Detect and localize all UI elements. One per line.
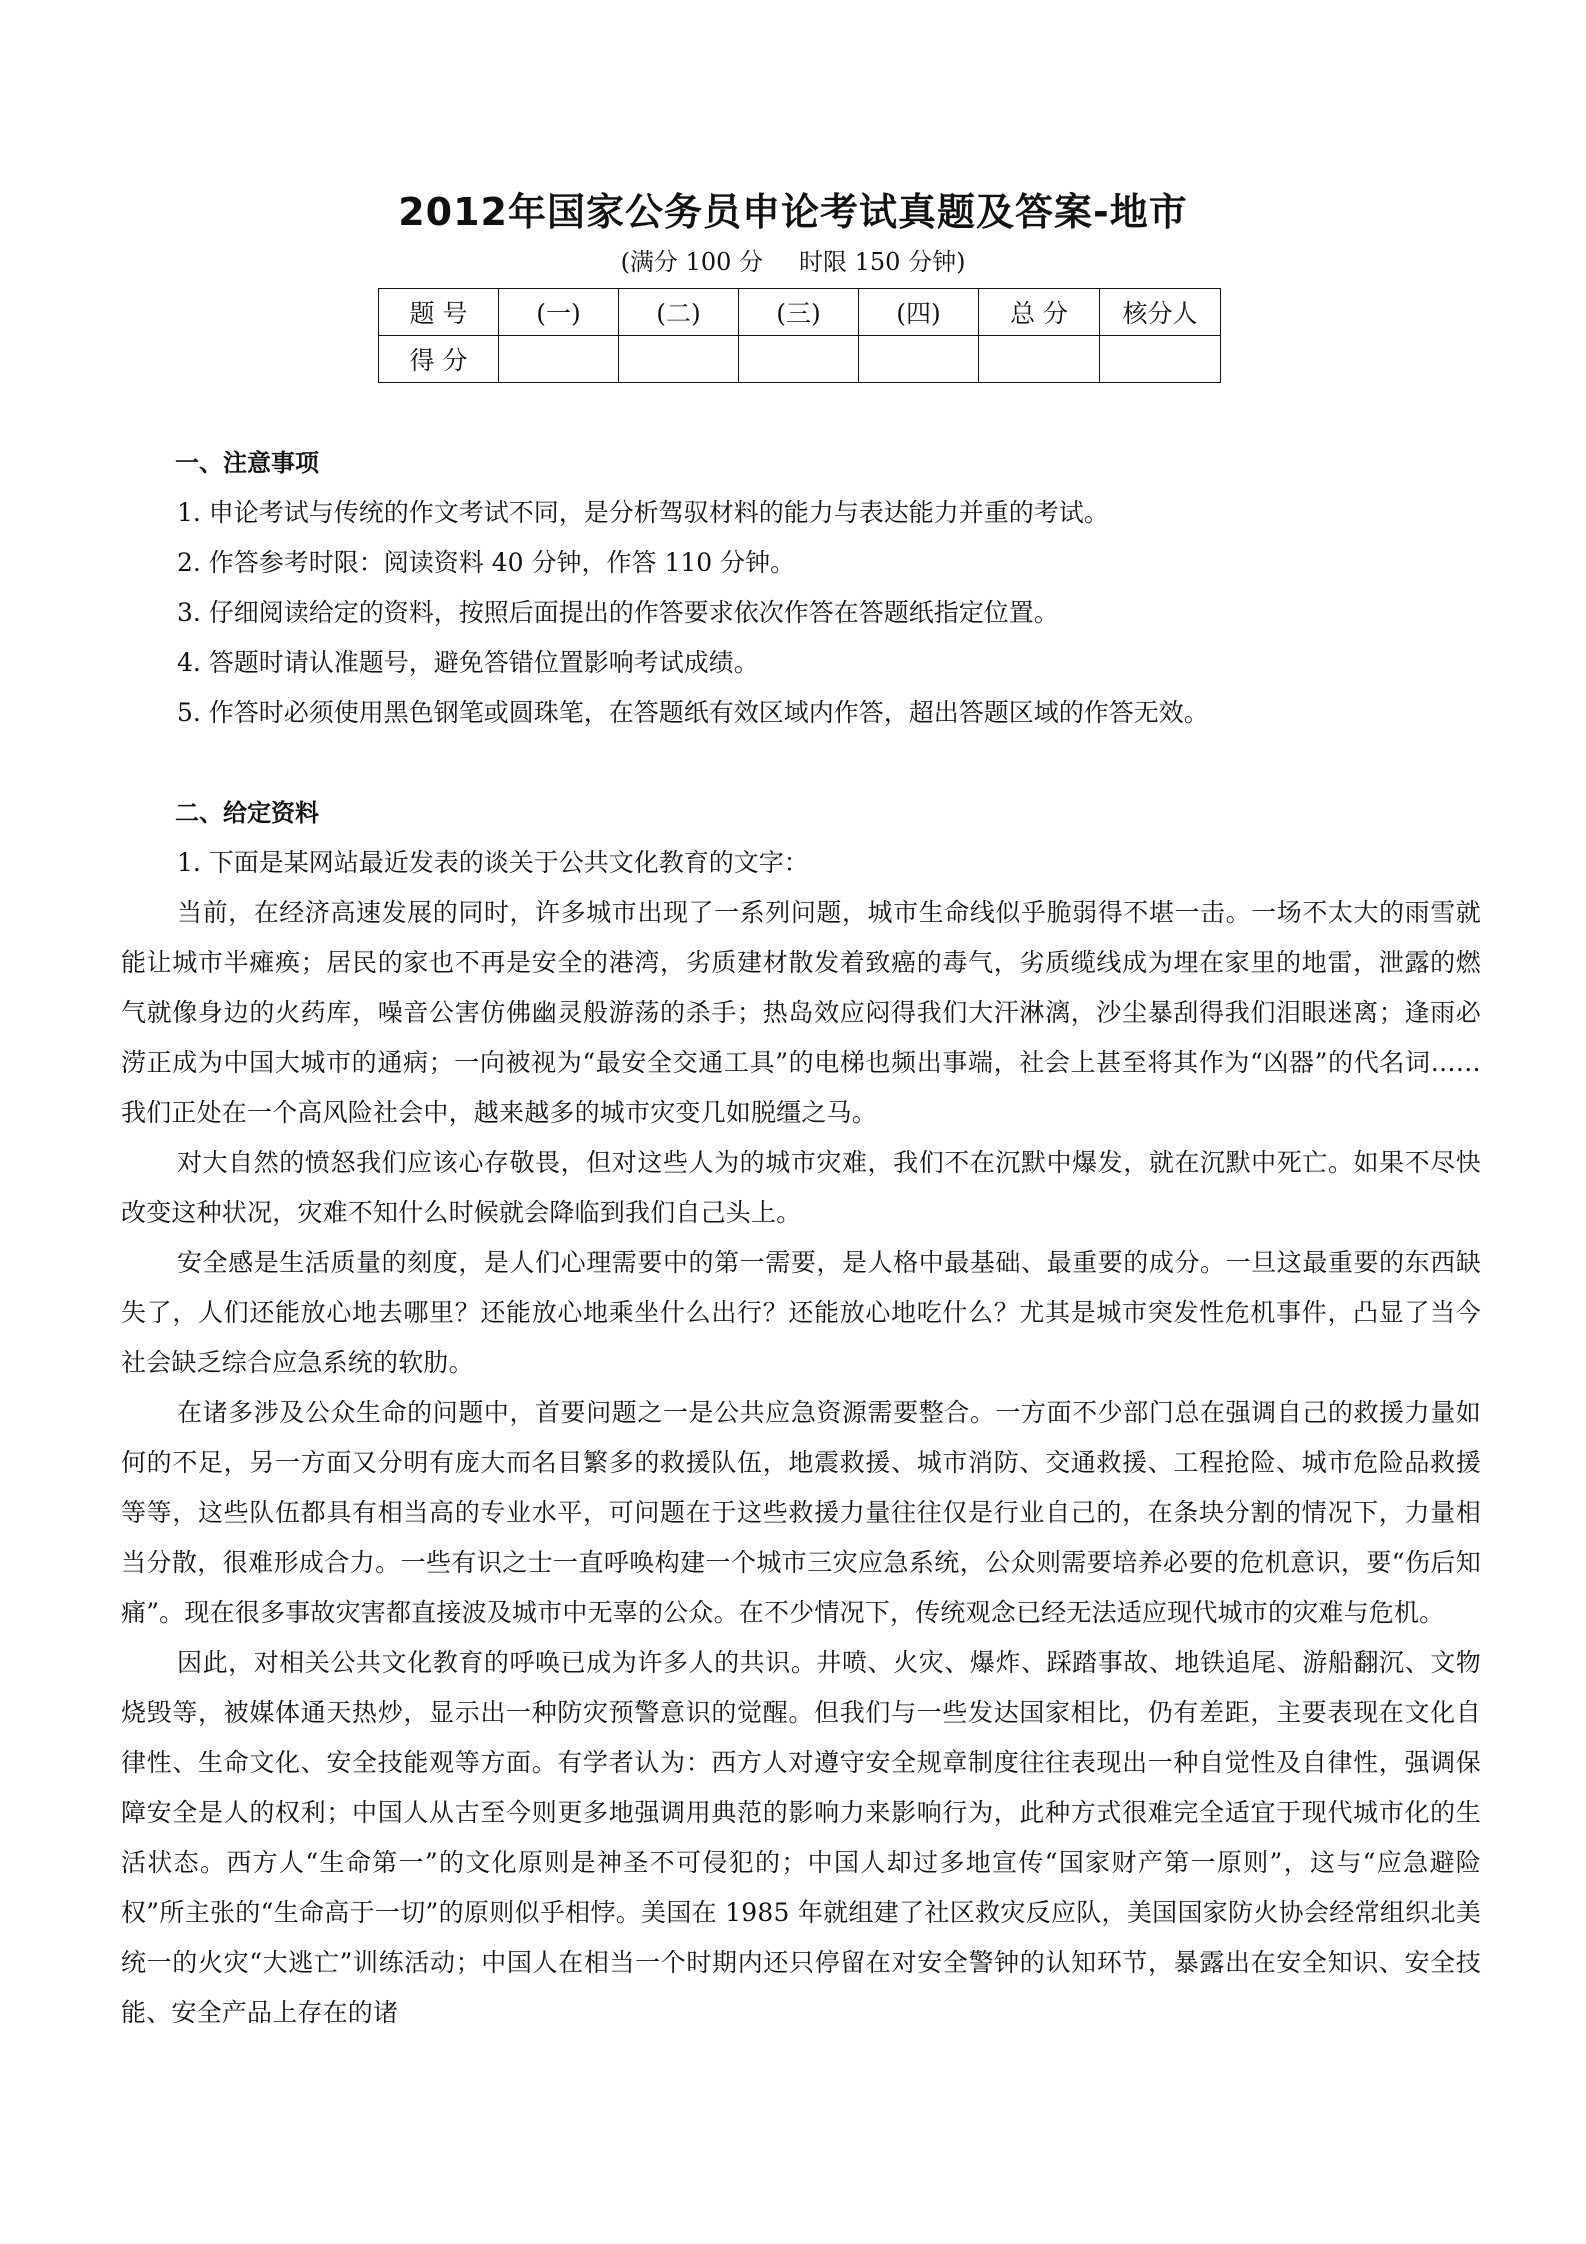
notice-item: 4. 答题时请认准题号，避免答错位置影响考试成绩。 [177,648,759,677]
notice-item: 2. 作答参考时限：阅读资料 40 分钟，作答 110 分钟。 [177,548,796,577]
material-paragraph: 对大自然的愤怒我们应该心存敬畏，但对这些人为的城市灾难，我们不在沉默中爆发，就在沉默中死亡。如果不尽快改变这种状况，灾难不知什么时候就会降临到我们自己头上。 [121,1148,1481,1227]
score-table [378,288,1221,383]
full-score-text: (满分 100 分 [620,248,763,276]
header-cell-part-4: (四) [859,289,979,336]
header-cell-total: 总 分 [979,289,1100,336]
header-cell-checker: 核分人 [1100,289,1221,336]
section-heading-notes: 一、注意事项 [175,449,319,477]
document-body [121,438,1481,2038]
notice-item: 3. 仔细阅读给定的资料，按照后面提出的作答要求依次作答在答题纸指定位置。 [177,598,1059,627]
score-cell [499,336,619,383]
header-cell-part-3: (三) [739,289,859,336]
material-paragraph: 安全感是生活质量的刻度，是人们心理需要中的第一需要，是人格中最基础、最重要的成分。一旦这最重要的东西缺失了，人们还能放心地去哪里？还能放心地乘坐什么出行？还能放心地吃什么？尤其是城市突发性危机事件，凸显了当今社会缺乏综合应急系统的软肋。 [121,1248,1481,1377]
material-paragraph: 因此，对相关公共文化教育的呼唤已成为许多人的共识。井喷、火灾、爆炸、踩踏事故、地铁追尾、游船翻沉、文物烧毁等，被媒体通天热炒，显示出一种防灾预警意识的觉醒。但我们与一些发达国家相比，仍有差距，主要表现在文化自律性、生命文化、安全技能观等方面。有学者认为：西方人对遵守安全规章制度往往表现出一种自觉性及自律性，强调保障安全是人的权利；中国人从古至今则更多地强调用典范的影响力来影响行为，此种方式很难完全适宜于现代城市化的生活状态。西方人“生命第一”的文化原则是神圣不可侵犯的；中国人却过多地宣传“国家财产第一原则”，这与“应急避险权”所主张的“生命高于一切”的原则似乎相悖。美国在 1985 年就组建了社区救灾反应队，美国国家防火协会经常组织北美统一的火灾“大逃亡”训练活动；中国人在相当一个时期内还只停留在对安全警钟的认知环节，暴露出在安全知识、安全技能、安全产品上存在的诸 [121,1648,1481,2027]
material-intro: 1. 下面是某网站最近发表的谈关于公共文化教育的文字： [177,848,809,877]
score-cell [859,336,979,383]
material-paragraph: 当前，在经济高速发展的同时，许多城市出现了一系列问题，城市生命线似乎脆弱得不堪一击。一场不太大的雨雪就能让城市半瘫痪；居民的家也不再是安全的港湾，劣质建材散发着致癌的毒气，劣质缆线成为埋在家里的地雷，泄露的燃气就像身边的火药库，噪音公害仿佛幽灵般游荡的杀手；热岛效应闷得我们大汗淋漓，沙尘暴刮得我们泪眼迷离；逢雨必涝正成为中国大城市的通病；一向被视为“最安全交通工具”的电梯也频出事端，社会上甚至将其作为“凶器”的代名词……我们正处在一个高风险社会中，越来越多的城市灾变几如脱缰之马。 [121,898,1481,1127]
score-row-label: 得 分 [379,336,499,383]
notice-item: 1. 申论考试与传统的作文考试不同，是分析驾驭材料的能力与表达能力并重的考试。 [177,498,1109,527]
score-cell [739,336,859,383]
exam-subtitle [0,246,1586,278]
notice-item: 5. 作答时必须使用黑色钢笔或圆珠笔，在答题纸有效区域内作答，超出答题区域的作答无效。 [177,698,1209,727]
score-table-score-row [379,336,1221,383]
score-cell [1100,336,1221,383]
header-cell-part-2: (二) [619,289,739,336]
material-paragraph: 在诸多涉及公众生命的问题中，首要问题之一是公共应急资源需要整合。一方面不少部门总在强调自己的救援力量如何的不足，另一方面又分明有庞大而名目繁多的救援队伍，地震救援、城市消防、交通救援、工程抢险、城市危险品救援等等，这些队伍都具有相当高的专业水平，可问题在于这些救援力量往往仅是行业自己的，在条块分割的情况下，力量相当分散，很难形成合力。一些有识之士一直呼唤构建一个城市三灾应急系统，公众则需要培养必要的危机意识，要“伤后知痛”。现在很多事故灾害都直接波及城市中无辜的公众。在不少情况下，传统观念已经无法适应现代城市的灾难与危机。 [121,1398,1481,1627]
header-cell-question-no: 题 号 [379,289,499,336]
document-title: 2012年国家公务员申论考试真题及答案-地市 [398,190,1188,234]
section-heading-materials: 二、给定资料 [175,799,319,827]
header-cell-part-1: (一) [499,289,619,336]
score-cell [979,336,1100,383]
score-table-header-row [379,289,1221,336]
time-limit-text: 时限 150 分钟) [799,248,966,276]
score-cell [619,336,739,383]
